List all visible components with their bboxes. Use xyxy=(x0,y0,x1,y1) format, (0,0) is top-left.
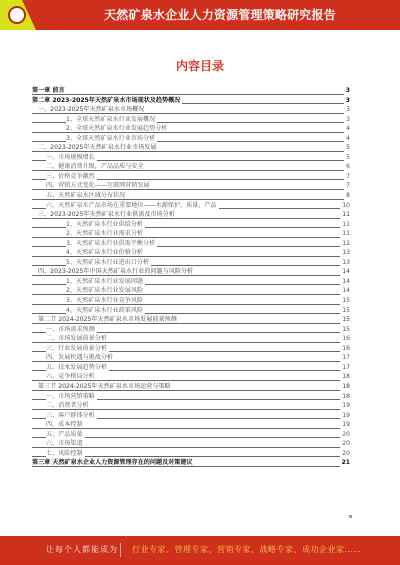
toc-entry[interactable] xyxy=(32,248,350,258)
toc-entry-title: 六、市场渠道 xyxy=(46,440,83,448)
toc-page-number: 4 xyxy=(346,134,350,142)
toc-page-number: 17 xyxy=(342,354,350,362)
toc-entry[interactable] xyxy=(32,210,350,220)
toc-entry[interactable] xyxy=(32,449,350,459)
toc-page-number: 17 xyxy=(342,363,350,371)
toc-entry[interactable] xyxy=(32,229,350,239)
logo-icon xyxy=(8,6,26,24)
toc-page-number: 18 xyxy=(342,373,350,381)
toc-entry[interactable] xyxy=(32,143,350,153)
toc-entry-title: 1、天然矿泉水行业供给分析 xyxy=(66,220,144,228)
toc-page-number: 19 xyxy=(342,421,350,429)
toc-leader-line xyxy=(32,94,350,95)
toc-entry-title: 1、全球天然矿泉水行业发展概况 xyxy=(66,115,156,123)
toc-entry-title: 六、天然矿泉水产品市场在重要地位——水源保护、质量、产品 xyxy=(46,201,217,209)
toc-entry[interactable] xyxy=(32,201,350,211)
toc-leader-line xyxy=(32,189,350,190)
toc-page-number: 6 xyxy=(346,163,350,171)
toc-entry-title: 第三节 2024-2025年天然矿泉水市场运营与策略 xyxy=(38,382,171,390)
toc-page-number: 8 xyxy=(346,192,350,200)
toc-entry-title: 4、天然矿泉水行业价格分析 xyxy=(66,249,144,257)
toc-entry-title: 第一章 前言 xyxy=(32,87,65,94)
toc-entry[interactable] xyxy=(32,258,350,268)
footer-divider xyxy=(120,543,121,557)
toc-entry-title: 第二章 2023-2025年天然矿泉水市场现状及趋势概况 xyxy=(32,96,181,104)
toc-entry[interactable] xyxy=(32,96,350,106)
toc-entry[interactable] xyxy=(32,372,350,382)
toc-entry[interactable] xyxy=(32,181,350,191)
toc-entry[interactable] xyxy=(32,267,350,277)
toc-entry-title: 第二节 2024-2025年天然矿泉水市场发展前景预测 xyxy=(38,316,177,324)
toc-entry-title: 三、价格竞争激烈 xyxy=(46,172,95,180)
toc-entry[interactable] xyxy=(32,115,350,125)
toc-page-number: 15 xyxy=(342,306,350,314)
toc-entry[interactable] xyxy=(32,105,350,115)
toc-page-number: 10 xyxy=(342,201,350,209)
toc-page-number: 12 xyxy=(342,239,350,247)
toc-page-number: 14 xyxy=(342,268,350,276)
toc-leader-line xyxy=(32,361,350,362)
toc-page-number: 21 xyxy=(341,459,350,467)
toc-entry-title: 4、天然矿泉水行业政策风险 xyxy=(66,306,144,314)
toc-entry-title: 四、营销方式变化——互联网营销发展 xyxy=(46,182,150,190)
toc-page-number: 16 xyxy=(342,344,350,352)
toc-entry-title: 五、产品质量 xyxy=(46,430,83,438)
toc-page-number: 18 xyxy=(342,382,350,390)
toc-entry-title: 二、2023-2025年天然矿泉水行业市场发展 xyxy=(38,144,157,152)
toc-page-number: 3 xyxy=(345,96,350,104)
toc-entry[interactable] xyxy=(32,334,350,344)
toc-entry-title: 二、健康消费升级，产品品质与安全 xyxy=(46,163,144,171)
toc-page-number: 3 xyxy=(345,87,350,94)
toc-page-number: 4 xyxy=(346,125,350,133)
toc-entry-title: 3、天然矿泉水行业竞争风险 xyxy=(66,297,144,305)
toc-entry-title: 3、天然矿泉水行业供需平衡分析 xyxy=(66,239,156,247)
toc-page-number: 15 xyxy=(342,325,350,333)
toc-entry[interactable] xyxy=(32,420,350,430)
toc-entry[interactable] xyxy=(32,124,350,134)
toc-entry-title: 1、天然矿泉水行业发展问题 xyxy=(66,277,144,285)
toc-page-number: 11 xyxy=(342,220,350,228)
footer-slogan-left: 让每个人都能成为 xyxy=(46,545,118,554)
toc-page-number: 13 xyxy=(342,258,350,266)
toc-entry[interactable] xyxy=(32,353,350,363)
toc-entry[interactable] xyxy=(32,363,350,373)
table-of-contents xyxy=(32,86,350,468)
toc-page-number: 14 xyxy=(342,277,350,285)
toc-page-number: 11 xyxy=(342,211,350,219)
toc-page-number: 7 xyxy=(346,182,350,190)
toc-page-number: 11 xyxy=(342,230,350,238)
toc-leader-line xyxy=(32,170,350,171)
toc-entry[interactable] xyxy=(32,134,350,144)
toc-entry-title: 一、市场营销策略 xyxy=(46,392,95,400)
toc-page-number: 15 xyxy=(342,316,350,324)
toc-entry[interactable] xyxy=(32,344,350,354)
toc-entry-title: 三、行业发展前景分析 xyxy=(46,344,107,352)
toc-page-number: 16 xyxy=(342,335,350,343)
toc-entry-title: 四、成本控制 xyxy=(46,421,83,429)
toc-entry-title: 六、竞争格局分析 xyxy=(46,373,95,381)
toc-entry-title: 四、2023-2025年中国天然矿泉水行业的问题与风险分析 xyxy=(38,268,194,276)
toc-page-number: 14 xyxy=(342,287,350,295)
toc-entry[interactable] xyxy=(32,191,350,201)
toc-entry-title: 5、天然矿泉水行业进出口分析 xyxy=(66,258,150,266)
toc-entry[interactable] xyxy=(32,286,350,296)
footer-slogan-right: 行业专家、管理专家、营销专家、战略专家、成功企业家…… xyxy=(132,545,362,554)
toc-entry[interactable] xyxy=(32,277,350,287)
toc-entry-title: 五、技术发展趋势分析 xyxy=(46,363,107,371)
toc-leader-line xyxy=(32,466,350,467)
toc-entry-title: 一、2023-2025年天然矿泉水市场概况 xyxy=(38,106,145,114)
toc-page-number: 13 xyxy=(342,249,350,257)
toc-page-number: 3 xyxy=(346,106,350,114)
toc-page-number: 20 xyxy=(342,430,350,438)
toc-entry[interactable] xyxy=(32,430,350,440)
toc-page-number: 15 xyxy=(342,297,350,305)
toc-entry[interactable] xyxy=(32,172,350,182)
report-title: 天然矿泉水企业人力资源管理策略研究报告 xyxy=(104,8,336,22)
toc-entry[interactable] xyxy=(32,315,350,325)
toc-entry[interactable] xyxy=(32,382,350,392)
toc-entry[interactable] xyxy=(32,220,350,230)
toc-entry[interactable] xyxy=(32,296,350,306)
toc-entry[interactable] xyxy=(32,153,350,163)
toc-page-number: 18 xyxy=(342,392,350,400)
toc-entry-title: 三、2023-2025年天然矿泉水行业供需及市场分析 xyxy=(38,211,175,219)
toc-entry[interactable] xyxy=(32,439,350,449)
toc-page-number: 20 xyxy=(342,449,350,457)
toc-page-number: 5 xyxy=(346,153,350,161)
toc-entry-title: 五、天然矿泉水区域分布状况 xyxy=(46,192,126,200)
toc-entry[interactable] xyxy=(32,411,350,421)
toc-leader-line xyxy=(32,275,350,276)
toc-entry[interactable] xyxy=(32,162,350,172)
toc-entry[interactable] xyxy=(32,86,350,96)
toc-entry-title: 2、天然矿泉水行业需求分析 xyxy=(66,230,144,238)
toc-entry-title: 3、全球天然矿泉水行业市场分析 xyxy=(66,134,156,142)
toc-entry[interactable] xyxy=(32,325,350,335)
toc-entry-title: 2、全球天然矿泉水行业发展趋势分析 xyxy=(66,125,168,133)
footer-banner xyxy=(0,536,400,565)
report-header xyxy=(0,0,400,30)
toc-entry-title: 一、市场规模增长 xyxy=(46,153,95,161)
toc-page-number: 5 xyxy=(346,144,350,152)
toc-entry-title: 第三章 天然矿泉水企业人力资源管理存在的问题及对策建议 xyxy=(32,459,193,467)
toc-page-number: 19 xyxy=(342,402,350,410)
toc-entry-title: 七、风险控制 xyxy=(46,449,83,457)
toc-entry-title: 一、市场需求预测 xyxy=(46,325,95,333)
toc-entry[interactable] xyxy=(32,401,350,411)
toc-leader-line xyxy=(32,380,350,381)
toc-entry[interactable] xyxy=(32,306,350,316)
toc-page-number: 20 xyxy=(342,440,350,448)
toc-entry-title: 三、客户群体分析 xyxy=(46,411,95,419)
toc-entry[interactable] xyxy=(32,239,350,249)
toc-leader-line xyxy=(32,294,350,295)
toc-page-number: 7 xyxy=(346,172,350,180)
toc-entry-title: 二、消费者分析 xyxy=(46,402,89,410)
toc-entry-title: 2、天然矿泉水行业发展风险 xyxy=(66,287,144,295)
toc-heading: 内容目录 xyxy=(175,59,224,73)
page-marker xyxy=(349,515,352,518)
toc-entry-title: 四、发展机遇与挑战分析 xyxy=(46,354,114,362)
toc-page-number: 3 xyxy=(346,115,350,123)
toc-entry[interactable] xyxy=(32,458,350,468)
toc-entry[interactable] xyxy=(32,392,350,402)
toc-page-number: 19 xyxy=(342,411,350,419)
toc-entry-title: 二、市场发展前景分析 xyxy=(46,335,107,343)
